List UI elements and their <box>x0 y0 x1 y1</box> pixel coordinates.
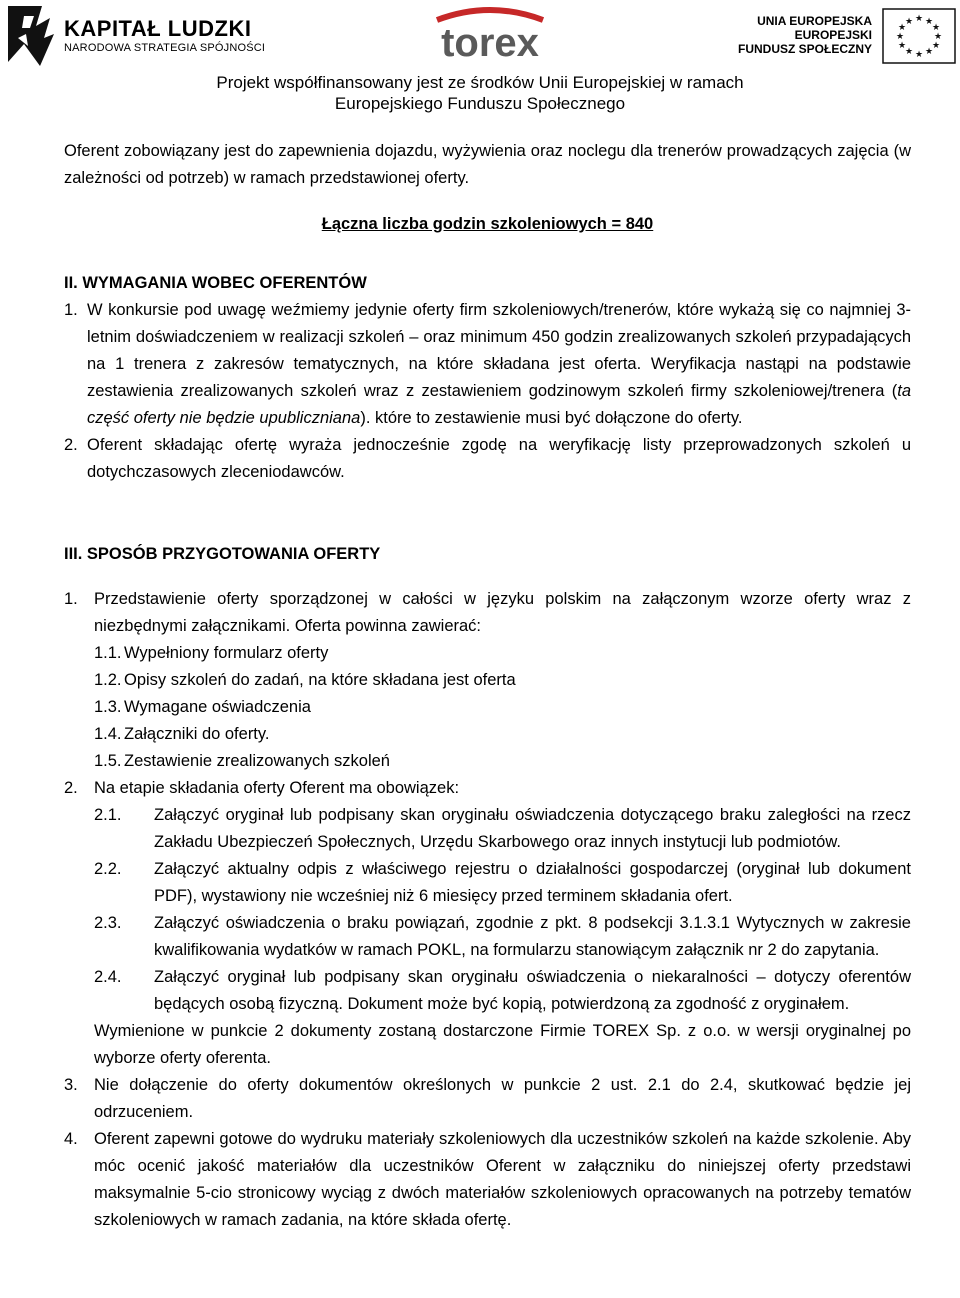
svg-text:★: ★ <box>904 47 914 57</box>
item-italic-text: ta część oferty nie będzie upubliczniana <box>87 382 911 427</box>
kl-title: KAPITAŁ LUDZKI <box>64 16 252 41</box>
sub-text: Załączyć oryginał lub podpisany skan oryginału oświadczenia o niekaralności – dotyczy oferentów będących osobą fizyczną. Dokument może być kopią, potwierdzoną za zgodność z oryginałem. <box>154 968 911 1013</box>
section-2-item <box>64 297 911 432</box>
project-line-1: Projekt współfinansowany jest ze środków Unii Europejskiej w ramach <box>216 73 744 92</box>
svg-text:★: ★ <box>914 50 924 60</box>
sub-text: Załączyć oryginał lub podpisany skan oryginału oświadczenia dotyczącego braku zaległości na rzecz Zakładu Ubezpieczeń Społecznych, Urzędu Skarbowego oraz innych instytucji lub podmiotów. <box>154 806 911 851</box>
svg-text:★: ★ <box>924 47 934 57</box>
sub-number: 2.1. <box>94 806 122 824</box>
sub-number: 2.3. <box>94 914 122 932</box>
item-text: Na etapie składania oferty Oferent ma obowiązek: <box>94 779 460 797</box>
sub-item <box>94 667 911 694</box>
eu-fund-text <box>730 14 872 56</box>
item-number: 2. <box>64 779 78 797</box>
svg-text:★: ★ <box>897 23 907 33</box>
svg-text:★: ★ <box>924 17 934 27</box>
section-3-item-4 <box>64 1126 911 1234</box>
item-text: W konkursie pod uwagę weźmiemy jedynie oferty firm szkoleniowych/trenerów, które wykażą się co najmniej 3-letnim doświadczeniem w realizacji szkoleń – oraz minimum 450 godzin zrealizowanych szkoleń przypadających na 1 trenera z zakresów tematycznych, na które składana jest oferta. Weryfikacja nastąpi na podstawie zestawienia zrealizowanych szkoleń wraz z zestawieniem godzinowym szkoleń firmy szkoleniowej/trenera ( <box>87 301 911 400</box>
sub-text: Wymagane oświadczenia <box>124 698 311 716</box>
sub-item <box>94 721 911 748</box>
sub-text: Załączyć aktualny odpis z właściwego rejestru o działalności gospodarczej (oryginał lub dokument PDF), wystawiony nie wcześniej niż 6 miesięcy przed terminem składania ofert. <box>154 860 911 905</box>
sub-number: 1.4. <box>94 725 122 743</box>
sub-item <box>94 640 911 667</box>
kapital-ludzki-emblem-icon <box>4 4 56 68</box>
sub-number: 2.2. <box>94 860 122 878</box>
item-number: 1. <box>64 301 78 319</box>
item-text: Nie dołączenie do oferty dokumentów określonych w punkcie 2 ust. 2.1 do 2.4, skutkować będzie jej odrzuceniem. <box>94 1076 911 1121</box>
section-3-item-2 <box>64 775 911 802</box>
sub-number: 1.3. <box>94 698 122 716</box>
item-text: Przedstawienie oferty sporządzonej w całości w języku polskim na załączonym wzorze oferty wraz z niezbędnymi załącznikami. Oferta powinna zawierać: <box>94 590 911 635</box>
svg-text:★: ★ <box>931 41 941 51</box>
eu-line-2: EUROPEJSKI <box>794 28 872 42</box>
eu-line-3: FUNDUSZ SPOŁECZNY <box>737 42 872 56</box>
svg-text:★: ★ <box>895 32 905 42</box>
svg-text:★: ★ <box>933 32 943 42</box>
project-line-2: Europejskiego Funduszu Społecznego <box>334 94 626 113</box>
sub-number: 1.5. <box>94 752 122 770</box>
eu-line-1: UNIA EUROPEJSKA <box>757 14 872 28</box>
intro-paragraph: Oferent zobowiązany jest do zapewnienia dojazdu, wyżywienia oraz noclegu dla trenerów prowadzących zajęcia (w zależności od potrzeb) w ramach przedstawionej oferty. <box>64 142 911 187</box>
sub-text: Wypełniony formularz oferty <box>124 644 329 662</box>
document-body <box>64 138 911 1234</box>
section-3-item-3 <box>64 1072 911 1126</box>
item-number: 3. <box>64 1076 78 1094</box>
svg-text:★: ★ <box>931 23 941 33</box>
svg-text:★: ★ <box>897 41 907 51</box>
sub-item <box>94 694 911 721</box>
item-number: 4. <box>64 1130 78 1148</box>
torex-wordmark: torex <box>441 21 539 65</box>
item-number: 1. <box>64 590 78 608</box>
item-text: Oferent zapewni gotowe do wydruku materiały szkoleniowych dla uczestników szkoleń na każde szkolenie. Aby móc ocenić jakość materiałów dla uczestników Oferent w załączniku do niniejszej oferty przedstawi maksymalnie 5-cio stronicowy wyciąg z dwóch materiałów szkoleniowych opracowanych na potrzeby tematów szkoleniowych w ramach zadania, na które składa ofertę. <box>94 1130 911 1229</box>
sub-number: 1.1. <box>94 644 122 662</box>
svg-text:★: ★ <box>904 17 914 27</box>
page-header <box>0 0 960 120</box>
eu-flag-icon <box>882 8 956 64</box>
item-text-end: ). które to zestawienie musi być dołączone do oferty. <box>360 409 743 427</box>
section-2-item <box>64 432 911 486</box>
sub-item <box>94 856 911 910</box>
sub-text: Opisy szkoleń do zadań, na które składana jest oferta <box>124 671 516 689</box>
section-3-title: III. SPOSÓB PRZYGOTOWANIA OFERTY <box>64 545 381 563</box>
sub-item <box>94 964 911 1018</box>
total-hours: Łączna liczba godzin szkoleniowych = 840 <box>321 215 654 233</box>
sub-item <box>94 748 911 775</box>
section-2-title: II. WYMAGANIA WOBEC OFERENTÓW <box>64 274 367 292</box>
sub-text: Załączyć oświadczenia o braku powiązań, zgodnie z pkt. 8 podsekcji 3.1.3.1 Wytycznych w zakresie kwalifikowania wydatków w ramach POKL, na formularzu stanowiącym załącznik nr 2 do zapytania. <box>154 914 911 959</box>
sub-item <box>94 802 911 856</box>
item-number: 2. <box>64 436 78 454</box>
sub-number: 1.2. <box>94 671 122 689</box>
kl-subtitle: NARODOWA STRATEGIA SPÓJNOŚCI <box>64 42 266 54</box>
section-3-item-1 <box>64 586 911 640</box>
sub-text: Załączniki do oferty. <box>124 725 270 743</box>
project-caption <box>0 72 960 114</box>
sub-text: Zestawienie zrealizowanych szkoleń <box>124 752 390 770</box>
item-2-note: Wymienione w punkcie 2 dokumenty zostaną dostarczone Firmie TOREX Sp. z o.o. w wersji oryginalnej po wyborze oferty oferenta. <box>94 1022 911 1067</box>
sub-number: 2.4. <box>94 968 122 986</box>
kapital-ludzki-logo <box>4 4 266 68</box>
svg-text:★: ★ <box>914 14 924 24</box>
torex-logo <box>415 6 565 66</box>
item-text: Oferent składając ofertę wyraża jednocześnie zgodę na weryfikację listy przeprowadzonych szkoleń u dotychczasowych zleceniodawców. <box>87 436 911 481</box>
sub-item <box>94 910 911 964</box>
